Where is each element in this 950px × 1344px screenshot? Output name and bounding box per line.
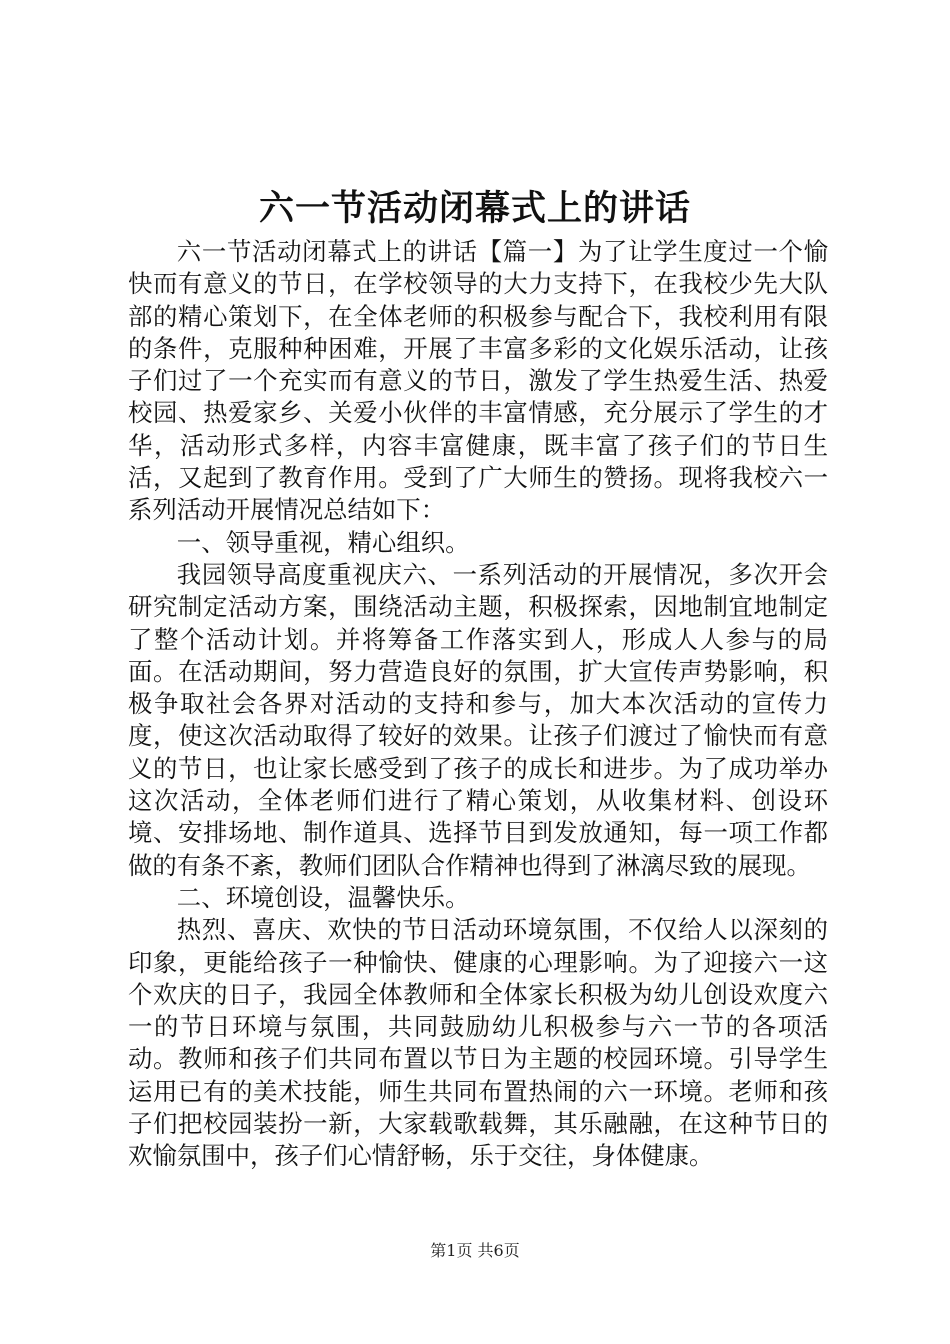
paragraph-intro: 六一节活动闭幕式上的讲话【篇一】为了让学生度过一个愉快而有意义的节日，在学校领导的大力支持下，在我校少先大队部的精心策划下，在全体老师的积极参与配合下，我校利用有限的条件，克服种种困难，开展了丰富多彩的文化娱乐活动，让孩子们过了一个充实而有意义的节日，激发了学生热爱生活、热爱校园、热爱家乡、关爱小伙伴的丰富情感，充分展示了学生的才华，活动形式多样，内容丰富健康，既丰富了孩子们的节日生活，又起到了教育作用。受到了广大师生的赞扬。现将我校六一系列活动开展情况总结如下： bbox=[128, 237, 828, 525]
section-heading-1: 一、领导重视，精心组织。 bbox=[176, 527, 470, 557]
paragraph-section-2: 热烈、喜庆、欢快的节日活动环境氛围，不仅给人以深刻的印象，更能给孩子一种愉快、健康的心理影响。为了迎接六一这个欢庆的日子，我园全体教师和全体家长积极为幼儿创设欢度六一的节日环境与氛围，共同鼓励幼儿积极参与六一节的各项活动。教师和孩子们共同布置以节日为主题的校园环境。引导学生运用已有的美术技能，师生共同布置热闹的六一环境。老师和孩子们把校园装扮一新，大家载歌载舞，其乐融融，在这种节日的欢愉氛围中，孩子们心情舒畅，乐于交往，身体健康。 bbox=[128, 915, 828, 1171]
section-heading-2: 二、环境创设，温馨快乐。 bbox=[176, 882, 470, 912]
paragraph-section-1: 我园领导高度重视庆六、一系列活动的开展情况，多次开会研究制定活动方案，围绕活动主题，积极探索，因地制宜地制定了整个活动计划。并将筹备工作落实到人，形成人人参与的局面。在活动期间，努力营造良好的氛围，扩大宣传声势影响，积极争取社会各界对活动的支持和参与，加大本次活动的宣传力度，使这次活动取得了较好的效果。让孩子们渡过了愉快而有意义的节日，也让家长感受到了孩子的成长和进步。为了成功举办这次活动，全体老师们进行了精心策划，从收集材料、创设环境、安排场地、制作道具、选择节目到发放通知，每一项工作都做的有条不紊，教师们团队合作精神也得到了淋漓尽致的展现。 bbox=[128, 559, 828, 880]
document-title: 六一节活动闭幕式上的讲话 bbox=[258, 188, 691, 229]
document-body bbox=[128, 236, 828, 1173]
page-footer: 第1页 共6页 bbox=[430, 1241, 520, 1260]
